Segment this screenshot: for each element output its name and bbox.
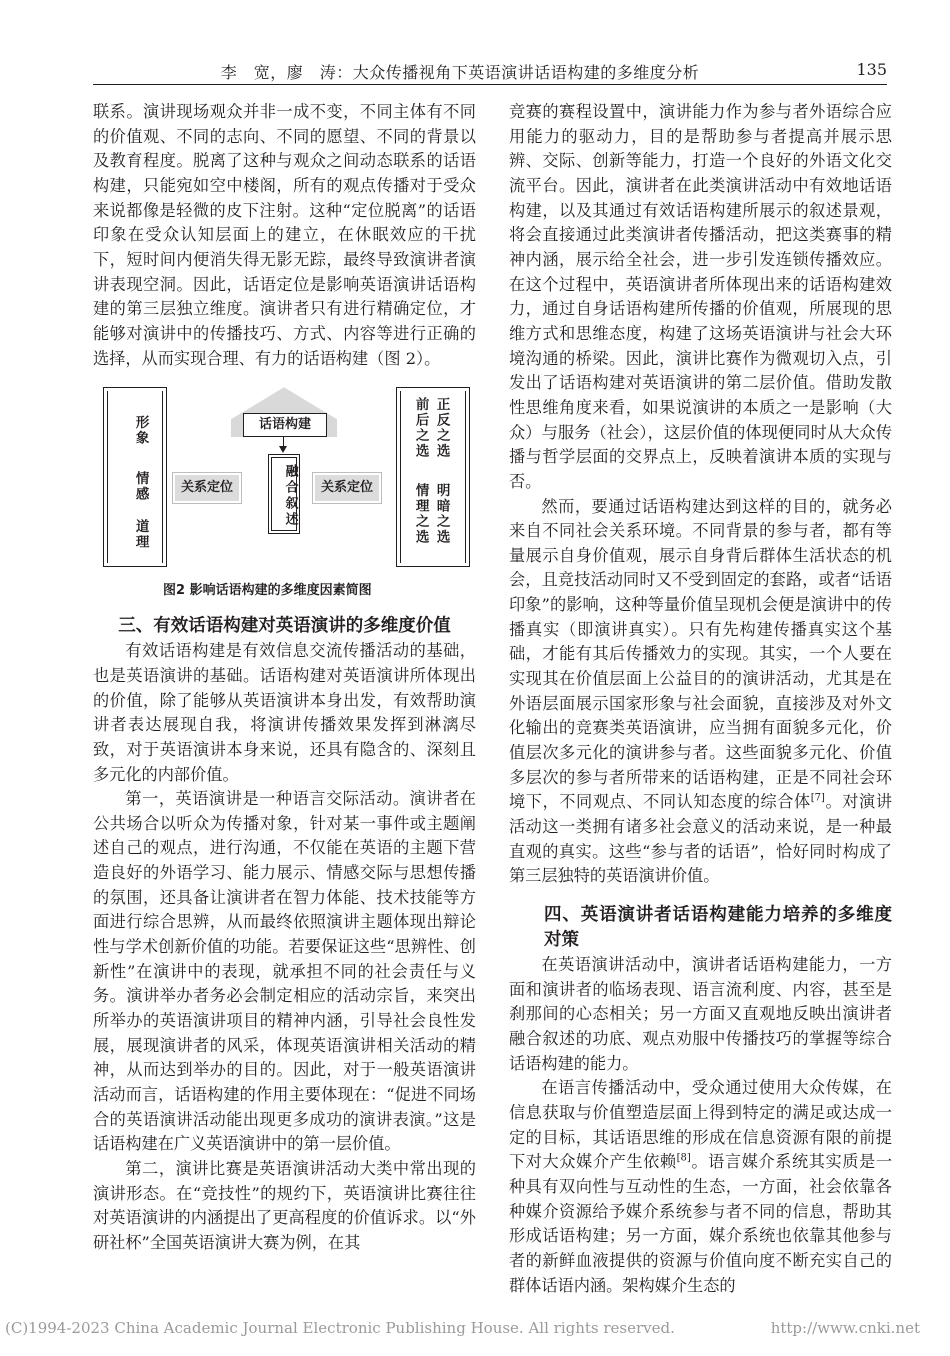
figure-label: 正反之选 (433, 397, 450, 460)
paragraph: 竞赛的赛程设置中，演讲能力作为参与者外语综合应用能力的驱动力，目的是帮助参与者提高并展示思辨、交际、创新等能力，打造一个良好的外语文化交流平台。因此，演讲者在此类演讲活动中有效地话语构建，以及其通过有效话语构建所展示的叙述景观，将会直接通过此类演讲者传播活动，把这类赛事的精神内涵，展示给全社会，进一步引发连锁传播效应。在这个过程中，英语演讲者所体现出来的话语构建效力，通过自身话语构建所传播的价值观，所展现的思维方式和思维态度，构建了这场英语演讲与社会大环境沟通的桥梁。因此，演讲比赛作为微观切入点，引发出了话语构建对英语演讲的第二层价值。借助发散性思维角度来看，如果说演讲的本质之一是影响（大众）与服务（社会），这层价值的体现便同时从大众传播与哲学层面的交界点上，反映着演讲本质的实现与否。 (509, 102, 892, 491)
paragraph: 在英语演讲活动中，演讲者话语构建能力，一方面和演讲者的临场表现、语言流利度、内容，甚至是刹那间的心态相关；另一方面又直观地反映出演讲者融合叙述的功底、观点劝服中传播技巧的掌握等综合话语构建的能力。 (509, 955, 892, 1073)
figure-relation-right: 关系定位 (313, 473, 381, 503)
running-header (93, 50, 887, 85)
figure-label: 情感 (132, 471, 149, 503)
figure-label: 明暗之选 (433, 483, 450, 546)
copyright-text: (C)1994-2023 China Academic Journal Electronic Publishing House. All rights reserved. (5, 1319, 675, 1337)
figure-fuse-box (268, 454, 300, 534)
figure-label: 前后之选 (412, 397, 429, 460)
figure-fuse-label: 融合叙述 (282, 464, 298, 529)
paragraph-text: 在语言传播活动中，受众通过使用大众传媒，在信息获取与价值塑造层面上得到特定的满足或达成一定的目标，其话语思维的形成在信息资源有限的前提下对大众媒介产生依赖 (509, 1078, 892, 1172)
running-title: 李 宽，廖 涛：大众传播视角下英语演讲话语构建的多维度分析 (220, 63, 700, 82)
paragraph (509, 1076, 892, 1298)
paragraph: 联系。演讲现场观众并非一成不变，不同主体有不同的价值观、不同的志向、不同的愿望、不同的背景以及教育程度。脱离了这种与观众之间动态联系的话语构建，只能宛如空中楼阁，所有的观点传播对于受众来说都像是轻微的皮下注射。这种“定位脱离”的话语印象在受众认知层面上的建立，在休眠效应的干扰下，短时间内便消失得无影无踪，最终导致演讲者演讲表现空洞。因此，话语定位是影响英语演讲话语构建的第三层独立维度。演讲者只有进行精确定位，才能够对演讲中的传播技巧、方式、内容等进行正确的选择，从而实现合理、有力的话语构建（图 2）。 (93, 102, 476, 368)
citation[interactable]: [7] (810, 792, 825, 804)
paragraph (509, 495, 892, 890)
figure-caption: 图2 影响话语构建的多维度因素简图 (163, 583, 372, 599)
figure-label: 情理之选 (412, 483, 429, 546)
figure-label: 形象 (132, 415, 149, 447)
figure-2 (93, 387, 476, 602)
watermark-footer (0, 1319, 950, 1341)
paragraph-text: 。对演讲活动这一类拥有诸多社会意义的活动来说，是一种最直观的真实。这些“参与者的话语”，恰好同时构成了第三层独特的英语演讲价值。 (509, 792, 893, 886)
paragraph: 有效话语构建是有效信息交流传播活动的基础，也是英语演讲的基础。话语构建对英语演讲所体现出的价值，除了能够从英语演讲本身出发，有效帮助演讲者表达展现自我，将演讲传播效果发挥到淋漓尽致，对于英语演讲本身来说，还具有隐含的、深刻且多元化的内部价值。 (93, 641, 476, 784)
figure-left-box (103, 387, 167, 567)
page-number: 135 (856, 60, 887, 79)
citation[interactable]: [8] (676, 1152, 691, 1164)
arrow-down-icon (279, 446, 287, 453)
left-column (93, 100, 476, 1256)
section-heading: 三、有效话语构建对英语演讲的多维度价值 (118, 616, 451, 637)
site-link[interactable]: http://www.cnki.net (770, 1319, 920, 1337)
figure-right-box (396, 387, 470, 567)
paragraph-text: 。语言媒介系统其实质是一种具有双向性与互动性的生态，一方面，社会依靠各种媒介资源给予媒介系统参与者不同的信息，帮助其形成话语构建；另一方面，媒介系统也依靠其他参与者的新鲜血液提供的资源与价值向度不断充实自己的群体话语内涵。架构媒介生态的 (509, 1152, 893, 1295)
right-column (509, 100, 892, 1298)
paragraph: 第一，英语演讲是一种语言交际活动。演讲者在公共场合以听众为传播对象，针对某一事件或主题阐述自己的观点，进行沟通，不仅能在英语的主题下营造良好的外语学习、能力展示、情感交际与思想传播的氛围，还具备让演讲者在智力体能、技术技能等方面进行综合思辨，从而最终依照演讲主题体现出辩论性与学术创新价值的功能。若要保证这些“思辨性、创新性”在演讲中的表现，就承担不同的社会责任与义务。演讲举办者务必会制定相应的活动宗旨，来突出所举办的英语演讲项目的精神内涵，引导社会良性发展，展现演讲者的风采，体现英语演讲相关活动的精神，从而达到举办的目的。因此，对于一般英语演讲活动而言，话语构建的作用主要体现在：“促进不同场合的英语演讲活动能出现更多成功的演讲表演。”这是话语构建在广义英语演讲中的第一层价值。 (93, 789, 476, 1154)
figure-relation-left: 关系定位 (173, 473, 241, 503)
paragraph-text: 然而，要通过话语构建达到这样的目的，就务必来自不同社会关系环境。不同背景的参与者，都有等量展示自身价值观，展示自身背后群体生活状态的机会，且竞技活动同时又不受到固定的套路，或者“话语印象”的影响，这种等量价值呈现机会便是演讲中的传播真实（即演讲真实）。只有先构建传播真实这个基础，才能有其后传播效力的实现。其实，一个人要在实现其在价值层面上公益目的的演讲活动，尤其是在外语层面展示国家形象与社会面貌，直接涉及对外文化输出的竞赛类英语演讲，应当拥有面貌多元化，价值层次多元化的演讲参与者。这些面貌多元化、价值多层次的参与者所带来的话语构建，正是不同社会环境下，不同观点、不同认知态度的综合体 (509, 496, 892, 812)
figure-label: 道理 (132, 519, 149, 551)
section-heading: 四、英语演讲者话语构建能力培养的多维度对策 (544, 905, 892, 950)
figure-core-label: 话语构建 (243, 413, 327, 437)
paragraph: 第二，演讲比赛是英语演讲活动大类中常出现的演讲形态。在“竞技性”的规约下，英语演讲比赛往往对英语演讲的内涵提出了更高程度的价值诉求。以“外研社杯”全国英语演讲大赛为例，在其 (93, 1159, 476, 1252)
